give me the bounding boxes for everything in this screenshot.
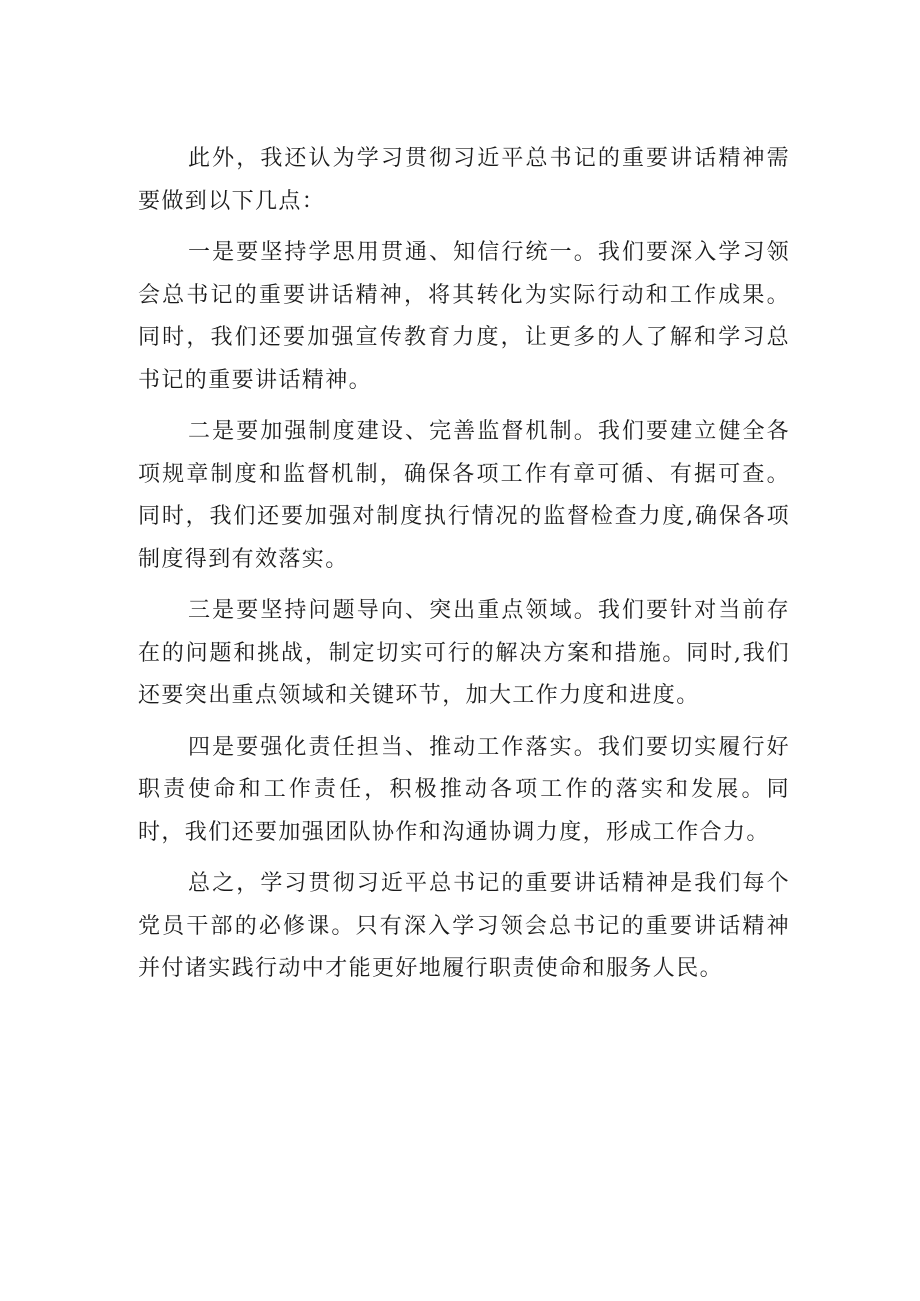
paragraph-intro: 此外，我还认为学习贯彻习近平总书记的重要讲话精神需要做到以下几点： <box>138 146 790 214</box>
paragraph-point-four: 四是要强化责任担当、推动工作落实。我们要切实履行好职责使命和工作责任，积极推动各项工作的落实和发展。同时，我们还要加强团队协作和沟通协调力度，形成工作合力。 <box>138 734 790 845</box>
paragraph-point-three: 三是要坚持问题导向、突出重点领域。我们要针对当前存在的问题和挑战，制定切实可行的解决方案和措施。同时,我们还要突出重点领域和关键环节，加大工作力度和进度。 <box>138 598 790 708</box>
document-body <box>138 138 790 1000</box>
paragraph-conclusion: 总之，学习贯彻习近平总书记的重要讲话精神是我们每个党员干部的必修课。只有深入学习领会总书记的重要讲话精神并付诸实践行动中才能更好地履行职责使命和服务人民。 <box>138 871 790 981</box>
paragraph-point-two: 二是要加强制度建设、完善监督机制。我们要建立健全各项规章制度和监督机制，确保各项工作有章可循、有据可查。同时，我们还要加强对制度执行情况的监督检查力度,确保各项制度得到有效落实。 <box>138 419 790 572</box>
paragraph-point-one: 一是要坚持学思用贯通、知信行统一。我们要深入学习领会总书记的重要讲话精神，将其转化为实际行动和工作成果。同时，我们还要加强宣传教育力度，让更多的人了解和学习总书记的重要讲话精神。 <box>138 240 790 393</box>
